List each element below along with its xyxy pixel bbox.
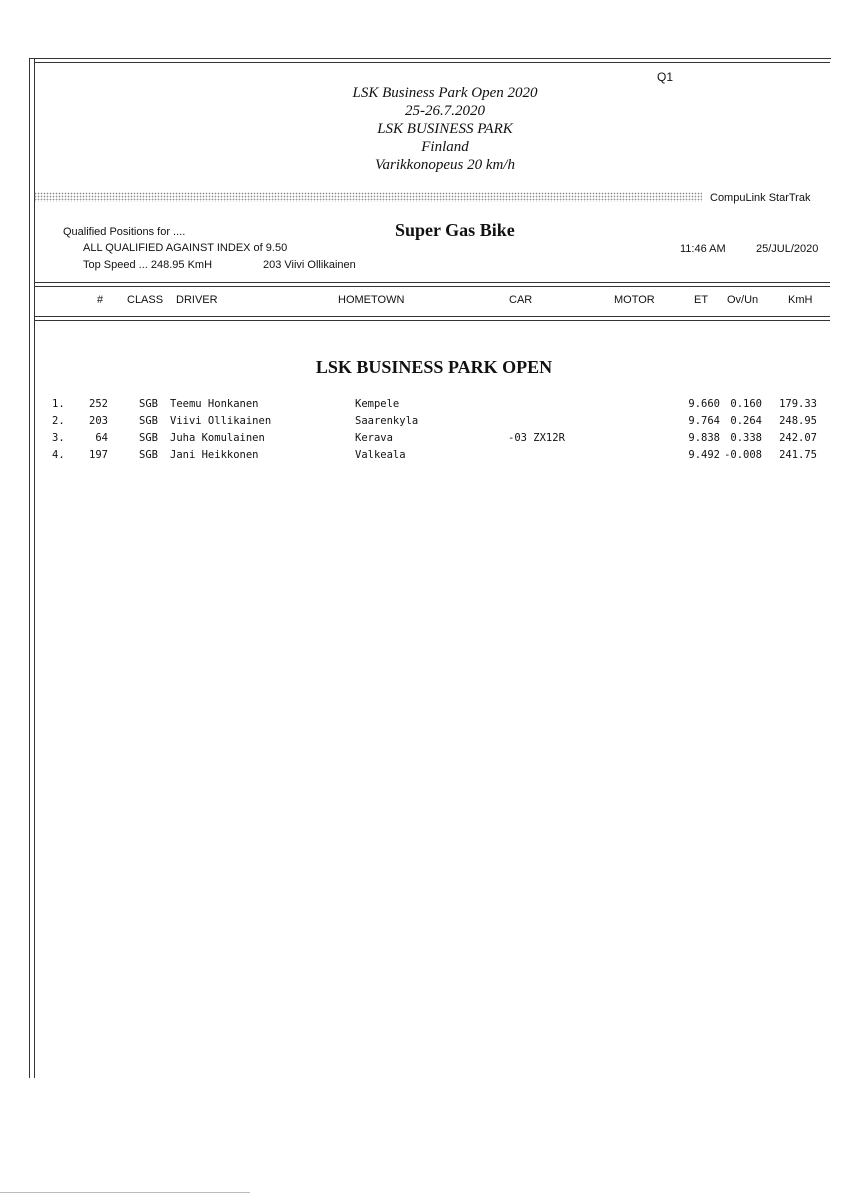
qualified-positions-label: Qualified Positions for ....	[63, 226, 186, 238]
page-bottom-line	[0, 1192, 250, 1193]
kmh: 179.33	[779, 398, 817, 410]
col-header-driver: DRIVER	[176, 294, 218, 306]
class: SGB	[139, 415, 158, 427]
et: 9.838	[688, 432, 720, 444]
col-header-car: CAR	[509, 294, 533, 306]
driver: Viivi Ollikainen	[170, 415, 272, 427]
event-pit-speed: Varikkonopeus 20 km/h	[375, 157, 515, 173]
top-border-inner	[34, 62, 830, 63]
top-speed-label: Top Speed ... 248.95 KmH	[83, 259, 213, 271]
position: 1.	[52, 398, 65, 410]
event-dates: 25-26.7.2020	[405, 103, 485, 119]
col-header-hometown: HOMETOWN	[338, 294, 405, 306]
col-header-motor: MOTOR	[614, 294, 655, 306]
position: 2.	[52, 415, 65, 427]
et: 9.764	[688, 415, 720, 427]
et: 9.660	[688, 398, 720, 410]
col-header-et: ET	[694, 294, 709, 306]
bike-number: 252	[89, 398, 108, 410]
kmh: 242.07	[779, 432, 817, 444]
col-header-num: #	[97, 294, 104, 306]
event-country: Finland	[421, 139, 469, 155]
driver: Jani Heikkonen	[170, 449, 259, 461]
header-rule-top-1	[34, 282, 830, 283]
class: SGB	[139, 432, 158, 444]
et: 9.492	[688, 449, 720, 461]
kmh: 241.75	[779, 449, 817, 461]
left-border-outer	[29, 58, 30, 1078]
report-date: 25/JUL/2020	[756, 243, 819, 255]
col-header-class: CLASS	[127, 294, 164, 306]
header-rule-bottom-1	[34, 316, 830, 317]
bike-number: 197	[89, 449, 108, 461]
hometown: Kempele	[355, 398, 400, 410]
bike-number: 64	[95, 432, 108, 444]
driver: Teemu Honkanen	[170, 398, 259, 410]
ov-un: 0.264	[730, 415, 762, 427]
sheet-code: Q1	[657, 70, 674, 84]
left-border-inner	[34, 58, 35, 1078]
table-row	[0, 447, 848, 464]
header-rule-top-2	[34, 286, 830, 287]
table-row	[0, 413, 848, 430]
col-header-ovun: Ov/Un	[727, 294, 759, 306]
section-title: LSK BUSINESS PARK OPEN	[315, 357, 553, 377]
hometown: Saarenkyla	[355, 415, 419, 427]
header-rule-bottom-2	[34, 320, 830, 321]
position: 4.	[52, 449, 65, 461]
table-row	[0, 396, 848, 413]
brand-label: CompuLink StarTrak	[710, 192, 811, 204]
hometown: Kerava	[355, 432, 393, 444]
top-speed-driver: 203 Viivi Ollikainen	[263, 259, 356, 271]
driver: Juha Komulainen	[170, 432, 265, 444]
col-header-kmh: KmH	[788, 294, 813, 306]
event-venue: LSK BUSINESS PARK	[377, 121, 513, 137]
index-label: ALL QUALIFIED AGAINST INDEX of 9.50	[83, 242, 288, 254]
class: SGB	[139, 398, 158, 410]
class: SGB	[139, 449, 158, 461]
ov-un: 0.338	[730, 432, 762, 444]
car: -03 ZX12R	[508, 432, 565, 444]
kmh: 248.95	[779, 415, 817, 427]
class-title: Super Gas Bike	[395, 220, 515, 240]
bike-number: 203	[89, 415, 108, 427]
ov-un: -0.008	[724, 449, 762, 461]
dotted-separator	[34, 192, 702, 202]
event-name: LSK Business Park Open 2020	[352, 85, 538, 101]
hometown: Valkeala	[355, 449, 406, 461]
top-border-outer	[29, 58, 831, 59]
ov-un: 0.160	[730, 398, 762, 410]
table-row	[0, 430, 848, 447]
report-time: 11:46 AM	[680, 243, 726, 255]
position: 3.	[52, 432, 65, 444]
